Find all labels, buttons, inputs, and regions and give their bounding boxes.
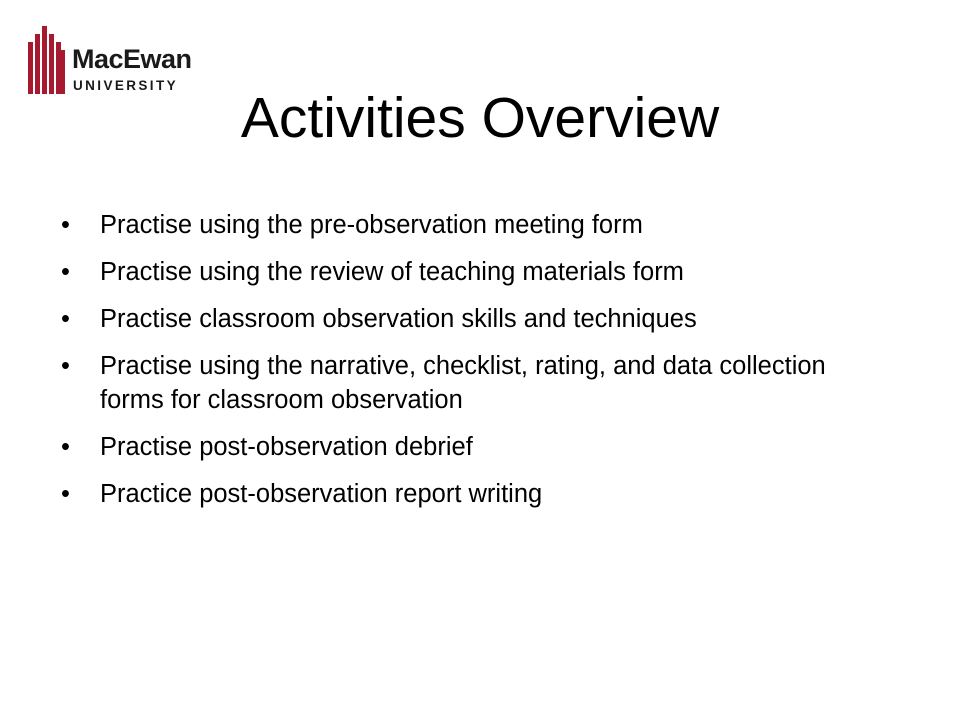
- bullet-item: [60, 208, 890, 242]
- bullet-text: Practise post-observation debrief: [100, 433, 473, 461]
- bullet-text: Practise using the pre-observation meeting form: [100, 211, 643, 239]
- bullet-marker: •: [61, 305, 70, 333]
- bullet-list: [60, 208, 890, 524]
- logo-wordmark: MacEwan: [72, 44, 192, 74]
- bullet-marker: •: [61, 480, 70, 508]
- bullet-item: [60, 477, 890, 511]
- bullet-marker: •: [61, 433, 70, 461]
- slide-title: Activities Overview: [240, 86, 720, 150]
- bullet-marker: •: [61, 258, 70, 286]
- bullet-item: [60, 430, 890, 464]
- bullet-text: Practise classroom observation skills and techniques: [100, 305, 697, 333]
- bullet-item: [60, 349, 890, 417]
- logo-subtitle: UNIVERSITY: [73, 78, 179, 93]
- bullet-text: Practice post-observation report writing: [100, 480, 543, 508]
- bullet-marker: •: [61, 211, 70, 239]
- bullet-item: [60, 255, 890, 289]
- bullet-text: Practise using the review of teaching materials form: [100, 258, 684, 286]
- bullet-marker: •: [61, 352, 70, 380]
- bullet-text: Practise using the narrative, checklist, rating, and data collection forms for classroom observation: [100, 352, 826, 414]
- bullet-item: [60, 302, 890, 336]
